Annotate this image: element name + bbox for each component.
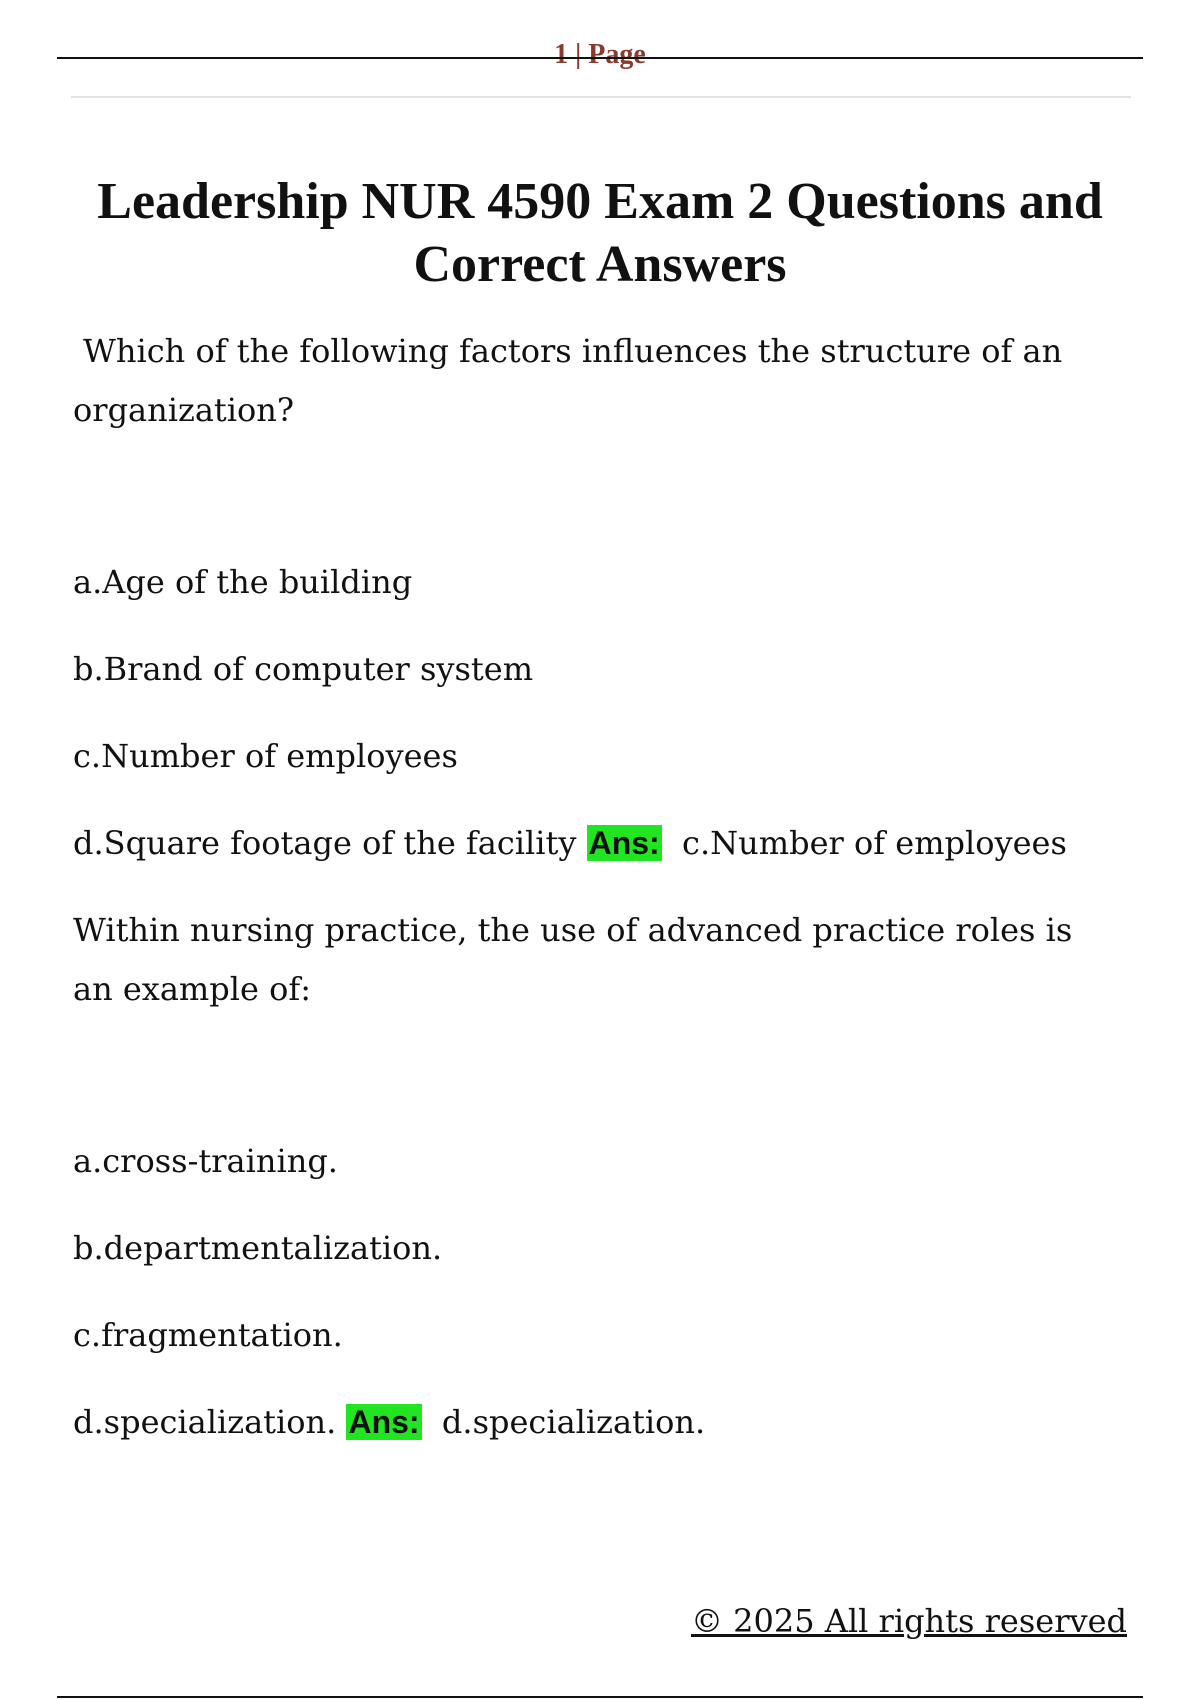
page-number-label — [0, 38, 1200, 72]
option-item: c.Number of employees — [73, 737, 458, 775]
document-body — [73, 322, 1093, 1452]
question-block — [73, 901, 1093, 1452]
option-item: a.cross-training. — [73, 1142, 338, 1180]
option-item: c.fragmentation. — [73, 1316, 343, 1354]
option-with-answer — [73, 1393, 1093, 1452]
option-item: b.departmentalization. — [73, 1229, 443, 1267]
answer-text: d.specialization. — [441, 1403, 706, 1441]
answer-text: c.Number of employees — [682, 824, 1067, 862]
page-number-text: 1 | Page — [554, 39, 646, 70]
option-with-answer — [73, 814, 1093, 873]
footer-rule — [57, 1696, 1143, 1698]
option-item: d.specialization. — [73, 1403, 337, 1441]
option-item: a.Age of the building — [73, 563, 413, 601]
document-title: Leadership NUR 4590 Exam 2 Questions and Correct Answers — [97, 173, 1103, 293]
header-divider — [71, 96, 1131, 98]
question-block — [73, 322, 1093, 873]
answer-tag: Ans: — [588, 825, 660, 861]
option-item: d.Square footage of the facility — [73, 824, 577, 862]
answer-tag: Ans: — [348, 1404, 420, 1440]
copyright-notice: © 2025 All rights reserved — [691, 1602, 1127, 1640]
option-item: b.Brand of computer system — [73, 650, 534, 688]
question-text: Within nursing practice, the use of advanced practice roles is an example of: — [73, 911, 1073, 1008]
question-text: Which of the following factors influences the structure of an organization? — [73, 332, 1063, 429]
